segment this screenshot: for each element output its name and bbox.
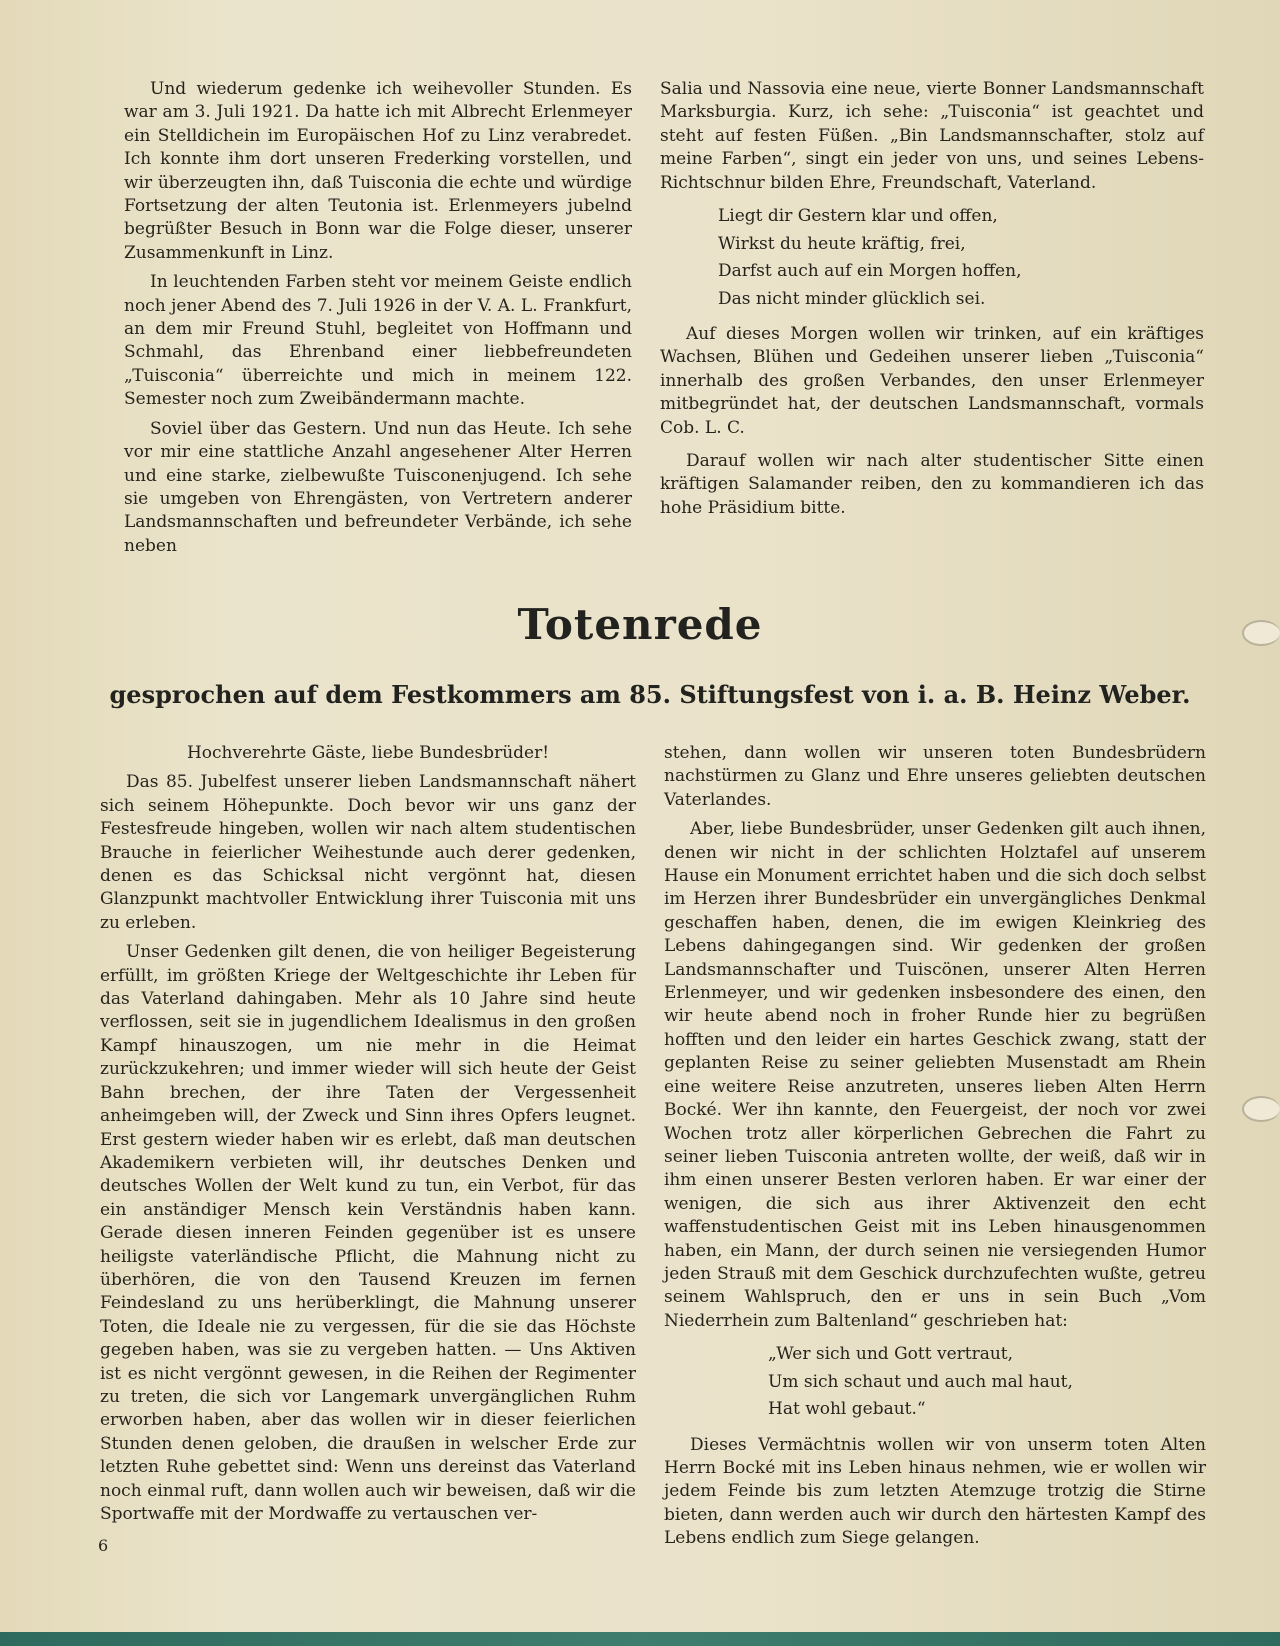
verse-line: Liegt dir Gestern klar und offen,: [718, 206, 998, 227]
paragraph: Salia und Nassovia eine neue, vierte Bonner Landsmannschaft Marksburgia. Kurz, ich sehe: „Tuisconia“ ist geachtet und steht auf festen Füßen. „Bin Landsmannschafter, stolz auf meine Farben“, singt ein jeder von uns, und seines Lebens-Richtschnur bilden Ehre, Freundschaft, Vaterland.: [660, 79, 1204, 193]
paragraph: In leuchtenden Farben steht vor meinem Geiste endlich noch jener Abend des 7. Juli 1926 in der V. A. L. Frankfurt, an dem mir Freund Stuhl, begleitet von Hoffmann und Schmahl, das Ehrenband einer liebbefreundeten „Tuisconia“ überreichte und mich in meinem 122. Semester noch zum Zweibändermann machte.: [124, 272, 632, 410]
staple-mark: [1242, 620, 1280, 646]
bottom-left-column: [100, 742, 636, 1532]
verse-line: Wirkst du heute kräftig, frei,: [718, 233, 966, 254]
verse-line: Um sich schaut und auch mal haut,: [768, 1371, 1073, 1392]
heading-title: Totenrede: [517, 600, 763, 649]
verse: [718, 203, 1204, 313]
bottom-right-column: [664, 742, 1206, 1557]
paragraph: Soviel über das Gestern. Und nun das Heute. Ich sehe vor mir eine stattliche Anzahl angesehener Alter Herren und eine starke, zielbewußte Tuisconenjugend. Ich sehe sie umgeben von Ehrengästen, von Vertretern anderer Landsmannschaften und befreundeter Verbände, ich sehe neben: [124, 418, 632, 556]
verse-line: Hat wohl gebaut.“: [768, 1399, 926, 1420]
salutation: Hochverehrte Gäste, liebe Bundesbrüder!: [186, 743, 550, 763]
verse: [768, 1341, 1206, 1424]
verse-line: „Wer sich und Gott vertraut,: [768, 1344, 1014, 1365]
paragraph: Unser Gedenken gilt denen, die von heiliger Begeisterung erfüllt, im größten Kriege der Weltgeschichte ihr Leben für das Vaterland dahingaben. Mehr als 10 Jahre sind heute verflossen, seit sie in jugendlichem Idealismus in den großen Kampf hinauszogen, um nie mehr in die Heimat zurückzukehren; und immer wieder will sich heute der Geist Bahn brechen, der ihre Taten der Vergessenheit anheimgeben will, der Zweck und Sinn ihres Opfers leugnet. Erst gestern wieder haben wir es erlebt, daß man deutschen Akademikern verbieten will, ihr deutsches Denken und deutsches Wollen der Welt kund zu tun, ein Verbot, für das ein anständiger Mensch kein Verständnis haben kann. Gerade diesen inneren Feinden gegenüber ist es unsere heiligste vaterländische Pflicht, die Mahnung nicht zu überhören, die von den Tausend Kreuzen im fernen Feindesland zu uns herüberklingt, die Mahnung unserer Toten, die Ideale nie zu vergessen, für die sie das Höchste gegeben haben, was sie zu vergeben hatten. — Uns Aktiven ist es nicht vergönnt gewesen, in die Reihen der Regimenter zu treten, die sich vor Langemark unvergänglichen Ruhm erworben haben, aber das wollen wir in dieser feierlichen Stunden denen geloben, die draußen in welscher Erde zur letzten Ruhe gebettet sind: Wenn uns dereinst das Vaterland noch einmal ruft, dann wollen auch wir beweisen, daß wir die Sportwaffe mit der Mordwaffe zu vertauschen ver-: [100, 942, 636, 1524]
top-left-column: [124, 78, 632, 564]
paragraph: Dieses Vermächtnis wollen wir von unserm toten Alten Herrn Bocké mit ins Leben hinaus nehmen, wie er wollen wir jedem Feinde bis zum letzten Atemzuge trotzig die Stirne bieten, dann werden auch wir durch den härtesten Kampf des Lebens endlich zum Siege gelangen.: [664, 1434, 1206, 1549]
heading-subtitle: gesprochen auf dem Festkommers am 85. Stiftungsfest von i. a. B. Heinz Weber.: [109, 680, 1191, 709]
paragraph: Aber, liebe Bundesbrüder, unser Gedenken gilt auch ihnen, denen wir nicht in der schlichten Holztafel auf unserem Hause ein Monument errichtet haben und die sich doch selbst im Herzen ihrer Bundesbrüder ein unvergängliches Denkmal geschaffen haben, denen, die im ewigen Kleinkrieg des Lebens dahingegangen sind. Wir gedenken der großen Landsmannschafter und Tuiscönen, unserer Alten Herren Erlenmeyer, und wir gedenken insbesondere des einen, den wir heute abend noch in froher Runde hier zu begrüßen hofften und den leider ein hartes Geschick zwang, statt der geplanten Reise zu seiner geliebten Musenstadt am Rhein eine weitere Reise anzutreten, unseres lieben Alten Herrn Bocké. Wer ihn kannte, den Feuergeist, der noch vor zwei Wochen trotz aller körperlichen Gebrechen die Fahrt zu seiner lieben Tuisconia antreten wollte, der weiß, daß wir in ihm einen unserer Besten verloren haben. Er war einer der wenigen, die sich aus ihrer Aktivenzeit den echt waffenstudentischen Geist mit ins Leben hinausgenommen haben, ein Mann, der durch seinen nie versiegenden Humor jeden Strauß mit dem Geschick durchzufechten wußte, getreu seinem Wahlspruch, den er uns in sein Buch „Vom Niederrhein zum Baltenland“ geschrieben hat:: [664, 819, 1206, 1331]
paragraph: Auf dieses Morgen wollen wir trinken, auf ein kräftiges Wachsen, Blühen und Gedeihen unserer lieben „Tuisconia“ innerhalb des großen Verbandes, den unser Erlenmeyer mitbegründet hat, der deutschen Landsmannschaft, vormals Cob. L. C.: [660, 324, 1204, 438]
paragraph: Darauf wollen wir nach alter studentischer Sitte einen kräftigen Salamander reiben, den zu kommandieren ich das hohe Präsidium bitte.: [660, 451, 1204, 518]
verse-line: Das nicht minder glücklich sei.: [718, 288, 986, 309]
paragraph: Und wiederum gedenke ich weihevoller Stunden. Es war am 3. Juli 1921. Da hatte ich mit Albrecht Erlenmeyer ein Stelldichein im Europäischen Hof zu Linz verabredet. Ich konnte ihm dort unseren Frederking vorstellen, und wir überzeugten ihn, daß Tuisconia die echte und würdige Fortsetzung der alten Teutonia ist. Erlenmeyers jubelnd begrüßter Besuch in Bonn war die Folge dieser, unserer Zusammenkunft in Linz.: [124, 79, 632, 263]
paragraph: stehen, dann wollen wir unseren toten Bundesbrüdern nachstürmen zu Glanz und Ehre unseres geliebten deutschen Vaterlandes.: [664, 743, 1206, 810]
page-number: 6: [98, 1536, 109, 1555]
verse-line: Darfst auch auf ein Morgen hoffen,: [718, 261, 1022, 282]
paragraph: Das 85. Jubelfest unserer lieben Landsmannschaft nähert sich seinem Höhepunkte. Doch bevor wir uns ganz der Festesfreude hingeben, wollen wir nach altem studentischen Brauche in feierlicher Weihestunde auch derer gedenken, denen es das Schicksal nicht vergönnt hat, diesen Glanzpunkt machtvoller Entwicklung ihrer Tuisconia mit uns zu erleben.: [100, 772, 636, 933]
top-right-column: [660, 78, 1204, 526]
staple-mark: [1242, 1096, 1280, 1122]
cover-edge: [0, 1632, 1280, 1646]
